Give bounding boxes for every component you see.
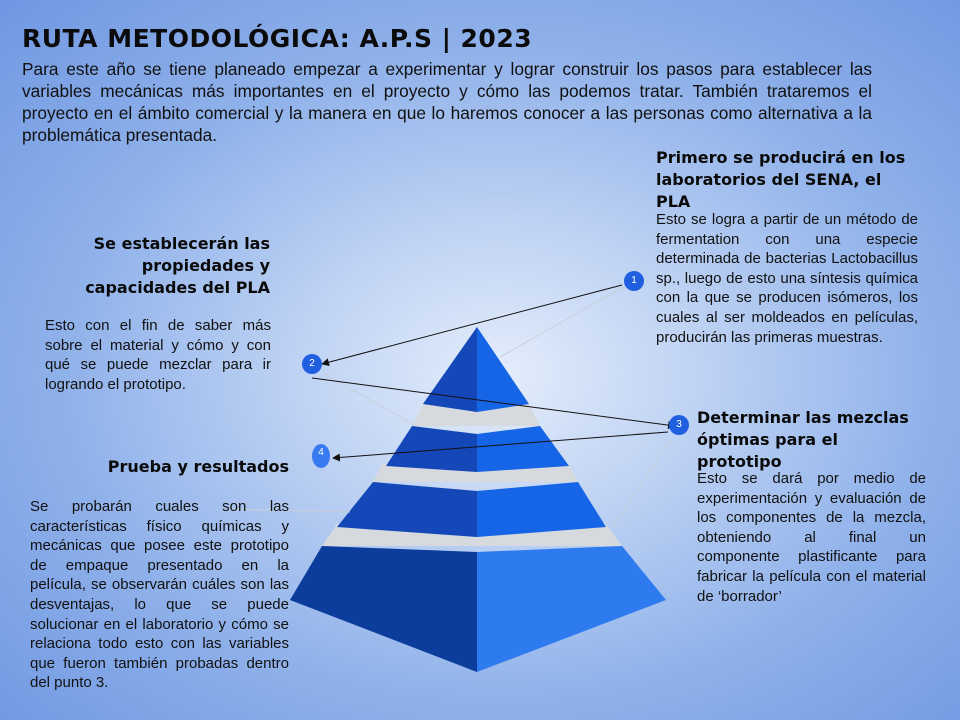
step-badge-1: 1 [624,271,644,291]
page-title: RUTA METODOLÓGICA: A.P.S | 2023 [22,24,533,53]
step-badge-4: 4 [312,444,330,468]
pyramid-tier-2-left [386,426,477,472]
leader-line-3 [612,440,670,528]
step-4-text: Se probarán cuales son las características físico químicas y mecánicas que posee este prototipo de empaque presentado en la película, se observarán cuáles son las desventajas, lo que se puede solucionar en el laboratorio y cómo se relaciona todo esto con las variables que fueron también probadas dentro del punto 3. [30,498,289,692]
step-2-heading: Se establecerán las propiedades y capacidades del PLA [85,234,270,297]
step-1-text: Esto se logra a partir de un método de fermentation con una especie determinada de bacterias Lactobacillus sp., luego de esto una síntesis química con la que se producen isómeros, los cuales al ser moldeados en películas, producirán las primeras muestras. [656,211,918,346]
step-3-text: Esto se dará por medio de experimentación y evaluación de los componentes de la mezcla, obteniendo al final un componente plastificante para fabricar la película con el material de ‘borrador’ [697,470,926,605]
pyramid-tier-4-left [290,546,477,672]
leader-line-1 [500,286,625,357]
step-4-heading: Prueba y resultados [107,457,289,476]
step-2-text: Esto con el fin de saber más sobre el material y cómo y con qué se puede mezclar para ir logrando el prototipo. [45,317,271,393]
step-3-heading: Determinar las mezclas óptimas para el prototipo [697,408,909,471]
pyramid-tier-1-right [477,327,529,412]
intro-paragraph: Para este año se tiene planeado empezar a experimentar y lograr construir los pasos para establecer las variables mecánicas más importantes en el proyecto y cómo las podemos tratar. También trataremos el proyecto en el ámbito comercial y la manera en que lo haremos conocer a las personas como alternativa a la problemática presentada. [22,59,872,145]
step-badge-2: 2 [302,354,322,374]
pyramid-tier-4-right [477,546,666,672]
pyramid-tier-2-right [477,426,569,472]
step-1-heading: Primero se producirá en los laboratorios del SENA, el PLA [656,148,906,211]
step-badge-3: 3 [669,415,689,435]
